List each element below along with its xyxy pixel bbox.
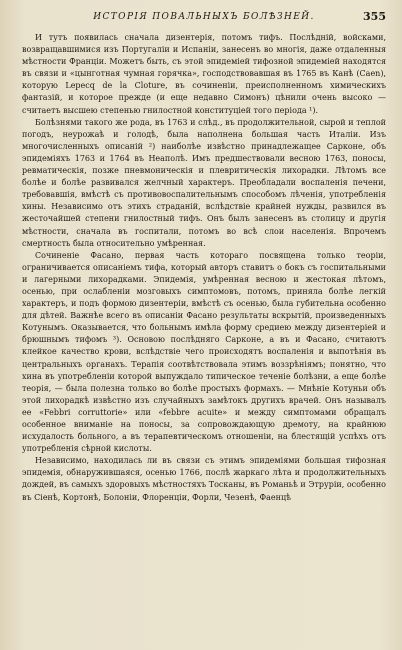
page-header: [22, 10, 386, 26]
paragraph: И тутъ появилась сначала дизентерія, потомъ тифъ. Послѣдній, войсками, возвращавшимися изъ Португаліи и Испаніи, занесенъ во многія, даже отдаленныя мѣстности Франціи. Можетъ быть, съ этой эпидеміей тифозной эпидеміей находятся въ связи и «цынготная чумная горячка», господствовавшая въ 1765 въ Канѣ (Caen), которую Lepecq de la Cloture, въ сочиненіи, преисполненномъ химическихъ фантазій, и которое прежде (и еще недавно Симонъ) цѣнили очень высоко — считаетъ высшею степенью гнилостной конституцiей того періода ¹).: [22, 33, 386, 115]
running-title: ИСТОРІЯ ПОВАЛЬНЫХЪ БОЛѢЗНЕЙ.: [93, 12, 315, 22]
paragraph: Независимо, находилась ли въ связи съ этимъ эпидеміями большая тифозная эпидемія, обнаружившаяся, осенью 1766, послѣ жаркаго лѣта и продолжительныхъ дождей, въ самыхъ здоровыхъ мѣстностяхъ Тосканы, въ Романьѣ и Этруріи, особенно въ Сіенѣ, Кортонѣ, Болоніи, Флоренціи, Форли, Чезенѣ, Фаенцѣ: [22, 456, 386, 502]
paragraph: Болѣзнями такого же рода, въ 1763 и слѣд., въ продолжительной, сырой и теплой погодъ, неурожаѣ и голодѣ, была наполнена большая часть Италіи. Изъ многочисленныхъ описаній ²) наиболѣе извѣстно принадлежащее Сарконе, объ эпидеміяхъ 1763 и 1764 въ Неаполѣ. Имъ предшествовали весною 1763, поносы, ревматическія, позже пневмоническія и плевритическія лихорадки. Лѣтомъ все болѣе и болѣе развивался желчный характеръ. Преобладали воспаленія печени, требовавшія, вмѣстѣ съ противовоспалительнымъ способомъ лѣченія, употребленія хины. Независимо отъ этихъ страданій, вслѣдствіе крайней нужды, развился въ жесточайшей степени гнилостный тифъ. Онъ былъ занесенъ въ столицу и другія мѣстности, сначала въ госпитали, потомъ во всѣ слои населенія. Впрочемъ смертность была относительно умѣренная.: [22, 117, 386, 248]
paragraph: Сочиненіе Фасано, первая часть котораго посвящена только теоріи, ограничивается описаніемъ тифа, который авторъ ставитъ о бокъ съ госпитальными и лагерными лихорадками. Эпидемія, умѣренная весною и жестокая лѣтомъ, осенью, при ослабленіи мозговыхъ симптомовъ, потомъ, приняла болѣе легкій характеръ, и подъ формою дизентеріи, вмѣстѣ съ осенью, была губительна особенно для дѣтей. Важнѣе всего въ описаніи Фасано результаты вскрытій, произведенныхъ Котунымъ. Оказывается, что больнымъ имѣла форму средиею между дизентеріей и брюшнымъ тифомъ ³). Основою послѣдняго Сарконе, а въ и Фасано, считаютъ клейкое качество крови, вслѣдствіе чего происходятъ воспаленія и выпотѣнія въ центральныхъ органахъ. Терапія соотвѣтствовала этимъ воззрѣніямъ; понятно, что хина въ употребленіи которой выпуждало типическое теченіе болѣзни, а еще болѣе теорія, — была полезна только во болѣе простыхъ формахъ. — Мнѣніе Котуньи объ этой лихорадкѣ извѣстно изъ случайныхъ замѣтокъ другихъ врачей. Онъ называлъ ее «Febbri corruttorie» или «febbre acuite» и между симптомами обращалъ особенное вниманіе на поносы, за сопровождающую дремоту, на крайнюю исхудалость больного, а въ терапевтическомъ отношеніи, на блестящій успѣхъ отъ употребленія сѣрной кислоты.: [22, 250, 386, 454]
page-number: 355: [363, 10, 386, 23]
page-body: [22, 32, 386, 504]
